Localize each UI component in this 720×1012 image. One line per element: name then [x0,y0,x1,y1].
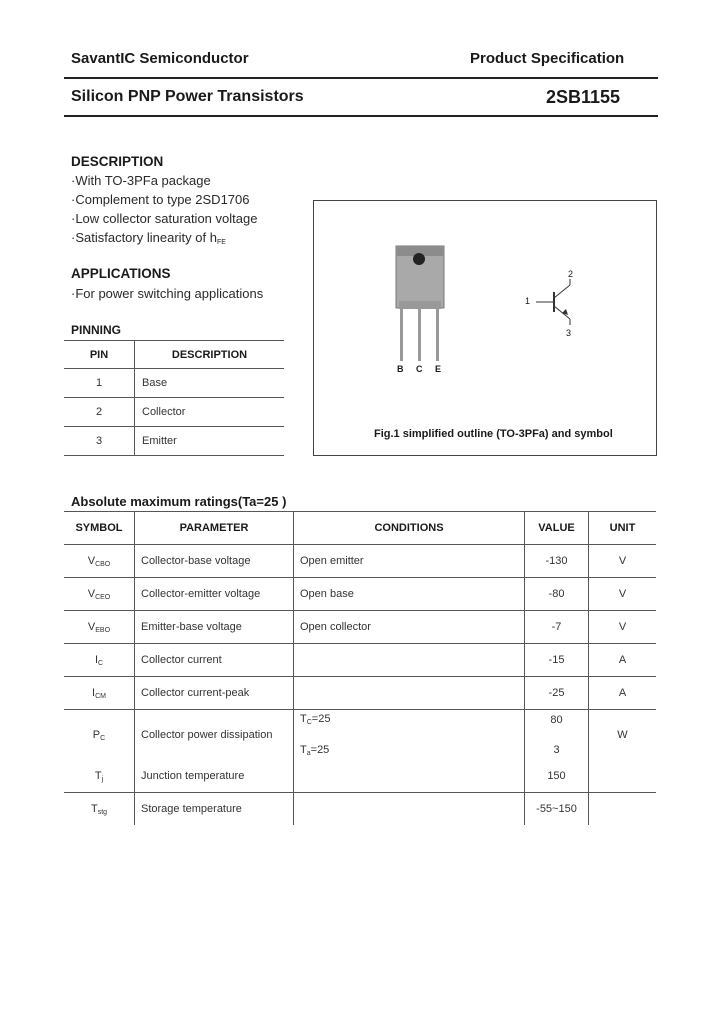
lead-letter: E [435,364,442,374]
table-row-power [64,710,656,761]
pinning-table [64,340,284,456]
unit-cell: A [589,644,657,677]
lead-letter: B [397,364,404,374]
pin-description: Base [135,369,285,398]
conditions-cell: Open base [294,578,525,611]
spec-label: Product Specification [470,50,625,67]
table-row [64,677,656,710]
header-rule-top [64,77,658,79]
symbol-cell: $I_{CM}$ [64,677,135,710]
value-cell: -25 [525,677,589,710]
description-item: ·Satisfactory linearity of $h_{FE}$ [71,230,226,246]
unit-cell: A [589,677,657,710]
applications-heading: APPLICATIONS [71,266,171,281]
parameter-cell: Collector power dissipation [135,710,294,761]
symbol-cell: $I_C$ [64,644,135,677]
applications-item: ·For power switching applications [71,286,264,301]
conditions-cell [294,710,525,761]
unit-cell: W [617,729,628,741]
table-row [64,760,656,793]
ratings-table [64,511,656,825]
table-row [64,369,284,398]
parameter-cell: Junction temperature [135,760,294,793]
ratings-title: Absolute maximum ratings(Ta=25 ) [71,494,287,509]
pin-number: 1 [64,369,135,398]
value-cell: -7 [525,611,589,644]
header-rule-bottom [64,115,658,117]
table-header-row [64,341,284,369]
pin-number: 2 [64,398,135,427]
column-header: VALUE [525,512,589,545]
conditions-cell [294,677,525,710]
pinning-heading: PINNING [71,323,122,337]
value-cell: -80 [525,578,589,611]
condition-ambient: $T_a=25$ [300,744,330,757]
table-header-row [64,512,656,545]
conditions-cell [294,760,525,793]
column-header: PARAMETER [135,512,294,545]
symbol-cell: $V_{EBO}$ [64,611,135,644]
parameter-cell: Collector-emitter voltage [135,578,294,611]
table-row [64,545,656,578]
document-title: Silicon PNP Power Transistors [71,88,304,105]
unit-cell: V [589,578,657,611]
table-row [64,611,656,644]
symbol-cell: $P_C$ [64,710,135,761]
unit-cell [589,793,657,826]
parameter-cell: Collector-base voltage [135,545,294,578]
condition-case: $T_C=25$ [300,713,331,726]
unit-cell: V [589,545,657,578]
company-name: SavantIC Semiconductor [71,50,249,67]
symbol-label: 2 [568,269,574,279]
table-row [64,644,656,677]
unit-cell [589,760,657,793]
symbol-cell: $V_{CBO}$ [64,545,135,578]
description-item: ·Low collector saturation voltage [71,211,258,226]
description-item: ·Complement to type 2SD1706 [71,192,250,207]
value-cell: -55~150 [525,793,589,826]
column-header: PIN [64,341,135,369]
column-header: DESCRIPTION [135,341,285,369]
symbol-cell: $T_j$ [64,760,135,793]
figure-caption: Fig.1 simplified outline (TO-3PFa) and symbol [374,428,613,440]
table-row [64,793,656,826]
conditions-cell: Open collector [294,611,525,644]
lead-letter: C [416,364,423,374]
part-number: 2SB1155 [546,87,621,107]
column-header: UNIT [589,512,657,545]
table-row [64,427,284,456]
pin-description: Collector [135,398,285,427]
value-cell: -15 [525,644,589,677]
parameter-cell: Emitter-base voltage [135,611,294,644]
symbol-cell: $V_{CEO}$ [64,578,135,611]
symbol-label: 1 [525,296,531,306]
parameter-cell: Collector current [135,644,294,677]
column-header: CONDITIONS [294,512,525,545]
conditions-cell [294,644,525,677]
table-row [64,578,656,611]
pin-description: Emitter [135,427,285,456]
figure-box [313,200,657,456]
table-row [64,398,284,427]
conditions-cell: Open emitter [294,545,525,578]
pin-number: 3 [64,427,135,456]
value-cell: -130 [525,545,589,578]
conditions-cell [294,793,525,826]
column-header: SYMBOL [64,512,135,545]
unit-cell: V [589,611,657,644]
package-outline-image [314,201,656,455]
symbol-label: 3 [566,328,572,338]
value-cell: 150 [525,760,589,793]
value-cell: 80 3 [525,710,589,761]
parameter-cell: Collector current-peak [135,677,294,710]
description-heading: DESCRIPTION [71,154,164,169]
parameter-cell: Storage temperature [135,793,294,826]
symbol-cell: $T_{stg}$ [64,793,135,826]
description-item: ·With TO-3PFa package [71,173,211,188]
